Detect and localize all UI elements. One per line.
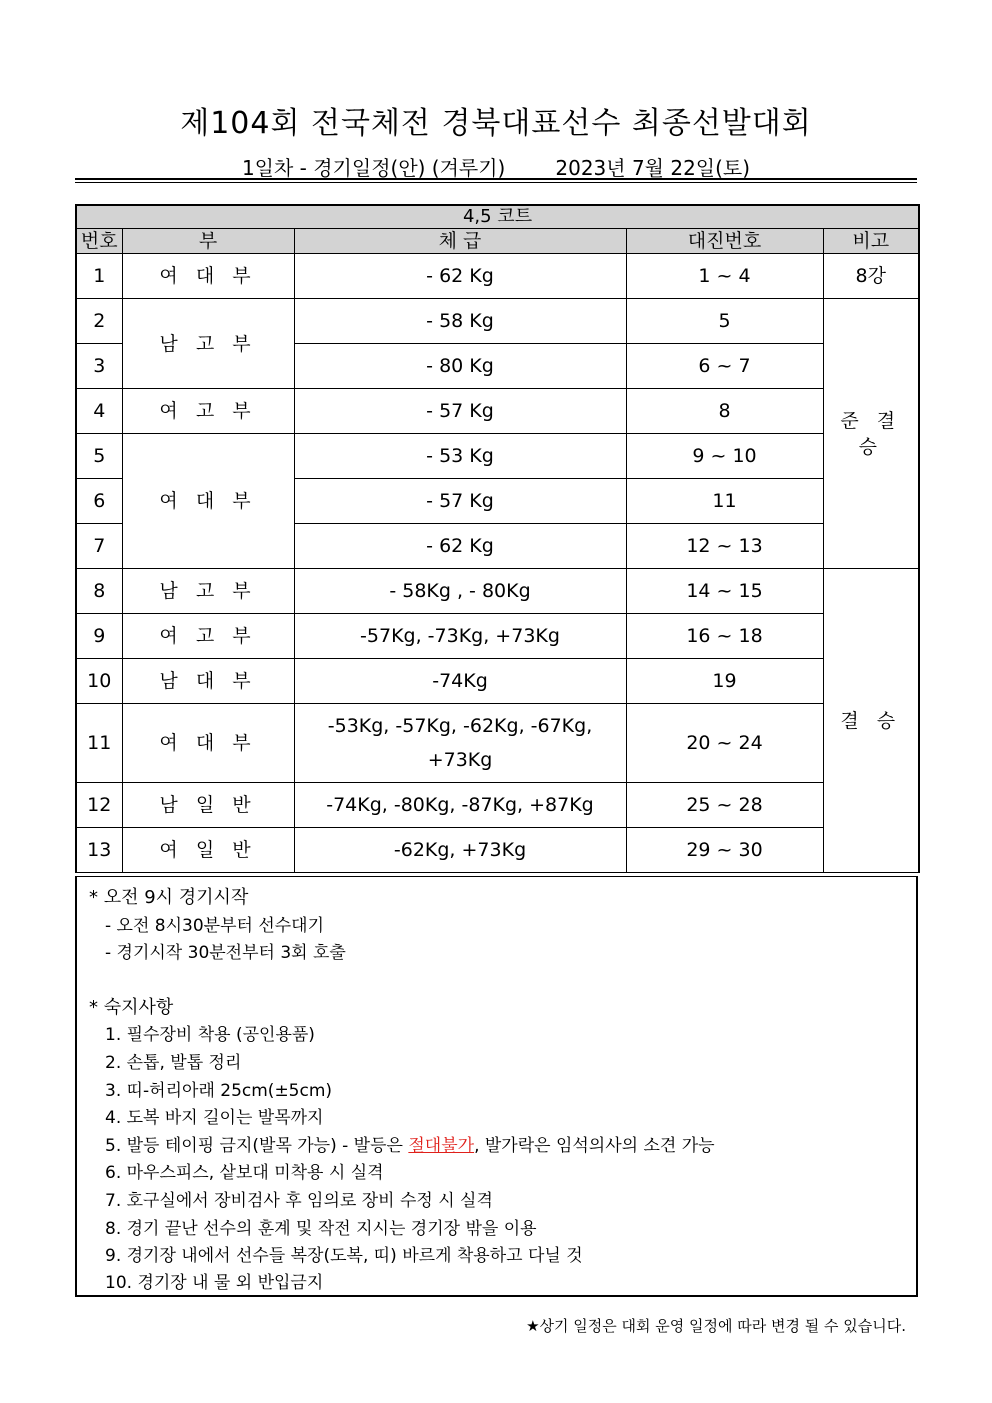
table-row — [76, 569, 919, 614]
row-weight: - 62 Kg — [294, 254, 626, 299]
col-header-no: 번호 — [76, 229, 122, 254]
rule-item-5-text: 5. 발등 테이핑 금지(발목 가능) - 발등은 — [105, 1136, 409, 1156]
rule-item: 3. 띠-허리아래 25cm(±5cm) — [105, 1081, 333, 1101]
rules-heading: * 숙지사항 — [89, 997, 174, 1018]
row-weight: - 58 Kg — [294, 299, 626, 344]
row-no: 6 — [76, 479, 122, 524]
row-no: 7 — [76, 524, 122, 569]
row-no: 5 — [76, 434, 122, 479]
col-header-division: 부 — [122, 229, 294, 254]
row-weight: - 57 Kg — [294, 479, 626, 524]
col-header-bracket: 대진번호 — [626, 229, 823, 254]
header-row — [76, 229, 919, 254]
table-row — [76, 783, 919, 828]
page-subtitle — [0, 152, 992, 181]
row-bracket: 20 ~ 24 — [626, 704, 823, 783]
row-no: 10 — [76, 659, 122, 704]
row-division: 여 대 부 — [122, 254, 294, 299]
row-bracket: 5 — [626, 299, 823, 344]
row-division: 여 고 부 — [122, 614, 294, 659]
row-division: 남 대 부 — [122, 659, 294, 704]
row-no: 4 — [76, 389, 122, 434]
row-weight: - 58Kg , - 80Kg — [294, 569, 626, 614]
row-no: 9 — [76, 614, 122, 659]
row-bracket: 6 ~ 7 — [626, 344, 823, 389]
rule-item: 1. 필수장비 착용 (공인용품) — [105, 1025, 315, 1045]
row-weight: -57Kg, -73Kg, +73Kg — [294, 614, 626, 659]
row-remark-quarterfinal: 8강 — [823, 254, 919, 299]
col-header-remark: 비고 — [823, 229, 919, 254]
court-row — [76, 205, 919, 229]
row-no: 8 — [76, 569, 122, 614]
table-row — [76, 389, 919, 434]
row-division: 남 고 부 — [122, 569, 294, 614]
row-weight: - 57 Kg — [294, 389, 626, 434]
table-row — [76, 299, 919, 344]
title-rule-thin — [75, 182, 917, 183]
notes-box — [75, 876, 918, 1297]
row-weight-line1: -53Kg, -57Kg, -62Kg, -67Kg, — [327, 715, 593, 737]
table-row — [76, 704, 919, 783]
row-weight: -74Kg, -80Kg, -87Kg, +87Kg — [294, 783, 626, 828]
row-bracket: 14 ~ 15 — [626, 569, 823, 614]
rule-item: 7. 호구실에서 장비검사 후 임의로 장비 수정 시 실격 — [105, 1191, 493, 1211]
start-item: - 오전 8시30분부터 선수대기 — [105, 916, 325, 936]
row-weight: - 80 Kg — [294, 344, 626, 389]
subtitle-schedule: 1일차 - 경기일정(안) (겨루기) — [241, 156, 506, 180]
table-row — [76, 614, 919, 659]
rule-item: 2. 손톱, 발톱 정리 — [105, 1053, 242, 1073]
row-bracket: 25 ~ 28 — [626, 783, 823, 828]
table-row — [76, 254, 919, 299]
row-weight: - 53 Kg — [294, 434, 626, 479]
row-bracket: 8 — [626, 389, 823, 434]
row-no: 13 — [76, 828, 122, 873]
rule-item-5-emphasis: 절대불가 — [408, 1136, 475, 1156]
row-remark-final: 결 승 — [823, 569, 919, 873]
row-division: 여 고 부 — [122, 389, 294, 434]
table-row — [76, 659, 919, 704]
row-bracket: 9 ~ 10 — [626, 434, 823, 479]
row-weight: - 62 Kg — [294, 524, 626, 569]
row-bracket: 19 — [626, 659, 823, 704]
row-bracket: 12 ~ 13 — [626, 524, 823, 569]
schedule-table — [75, 204, 920, 873]
court-label: 4,5 코트 — [76, 205, 919, 229]
row-no: 12 — [76, 783, 122, 828]
rule-item-5 — [105, 1131, 715, 1156]
rule-item: 10. 경기장 내 물 외 반입금지 — [105, 1273, 324, 1293]
page-title: 제104회 전국체전 경북대표선수 최종선발대회 — [180, 106, 812, 141]
row-no: 2 — [76, 299, 122, 344]
row-bracket: 11 — [626, 479, 823, 524]
start-heading: * 오전 9시 경기시작 — [89, 887, 249, 908]
footer-note: ★상기 일정은 대회 운영 일정에 따라 변경 될 수 있습니다. — [526, 1317, 906, 1335]
col-header-weight: 체 급 — [294, 229, 626, 254]
row-weight-line2: +73Kg — [427, 749, 493, 771]
rule-item: 4. 도복 바지 길이는 발목까지 — [105, 1108, 324, 1128]
row-bracket: 16 ~ 18 — [626, 614, 823, 659]
row-weight — [294, 704, 626, 783]
row-no: 11 — [76, 704, 122, 783]
row-no: 1 — [76, 254, 122, 299]
row-no: 3 — [76, 344, 122, 389]
title-rule-thick — [75, 178, 917, 180]
row-division: 남 일 반 — [122, 783, 294, 828]
row-division: 여 대 부 — [122, 434, 294, 569]
row-weight: -74Kg — [294, 659, 626, 704]
row-bracket: 1 ~ 4 — [626, 254, 823, 299]
table-row — [76, 434, 919, 479]
rule-item: 6. 마우스피스, 샅보대 미착용 시 실격 — [105, 1163, 384, 1183]
row-division: 여 대 부 — [122, 704, 294, 783]
row-division: 남 고 부 — [122, 299, 294, 389]
rule-item: 8. 경기 끝난 선수의 훈계 및 작전 지시는 경기장 밖을 이용 — [105, 1219, 537, 1239]
row-weight: -62Kg, +73Kg — [294, 828, 626, 873]
start-item: - 경기시작 30분전부터 3회 호출 — [105, 943, 346, 963]
row-remark-semifinal: 준 결 승 — [823, 299, 919, 569]
row-division: 여 일 반 — [122, 828, 294, 873]
rule-item-5-rest: , 발가락은 임석의사의 소견 가능 — [474, 1136, 715, 1156]
row-bracket: 29 ~ 30 — [626, 828, 823, 873]
rule-item: 9. 경기장 내에서 선수들 복장(도복, 띠) 바르게 착용하고 다닐 것 — [105, 1246, 583, 1266]
subtitle-date: 2023년 7월 22일(토) — [555, 156, 751, 180]
table-row — [76, 828, 919, 873]
